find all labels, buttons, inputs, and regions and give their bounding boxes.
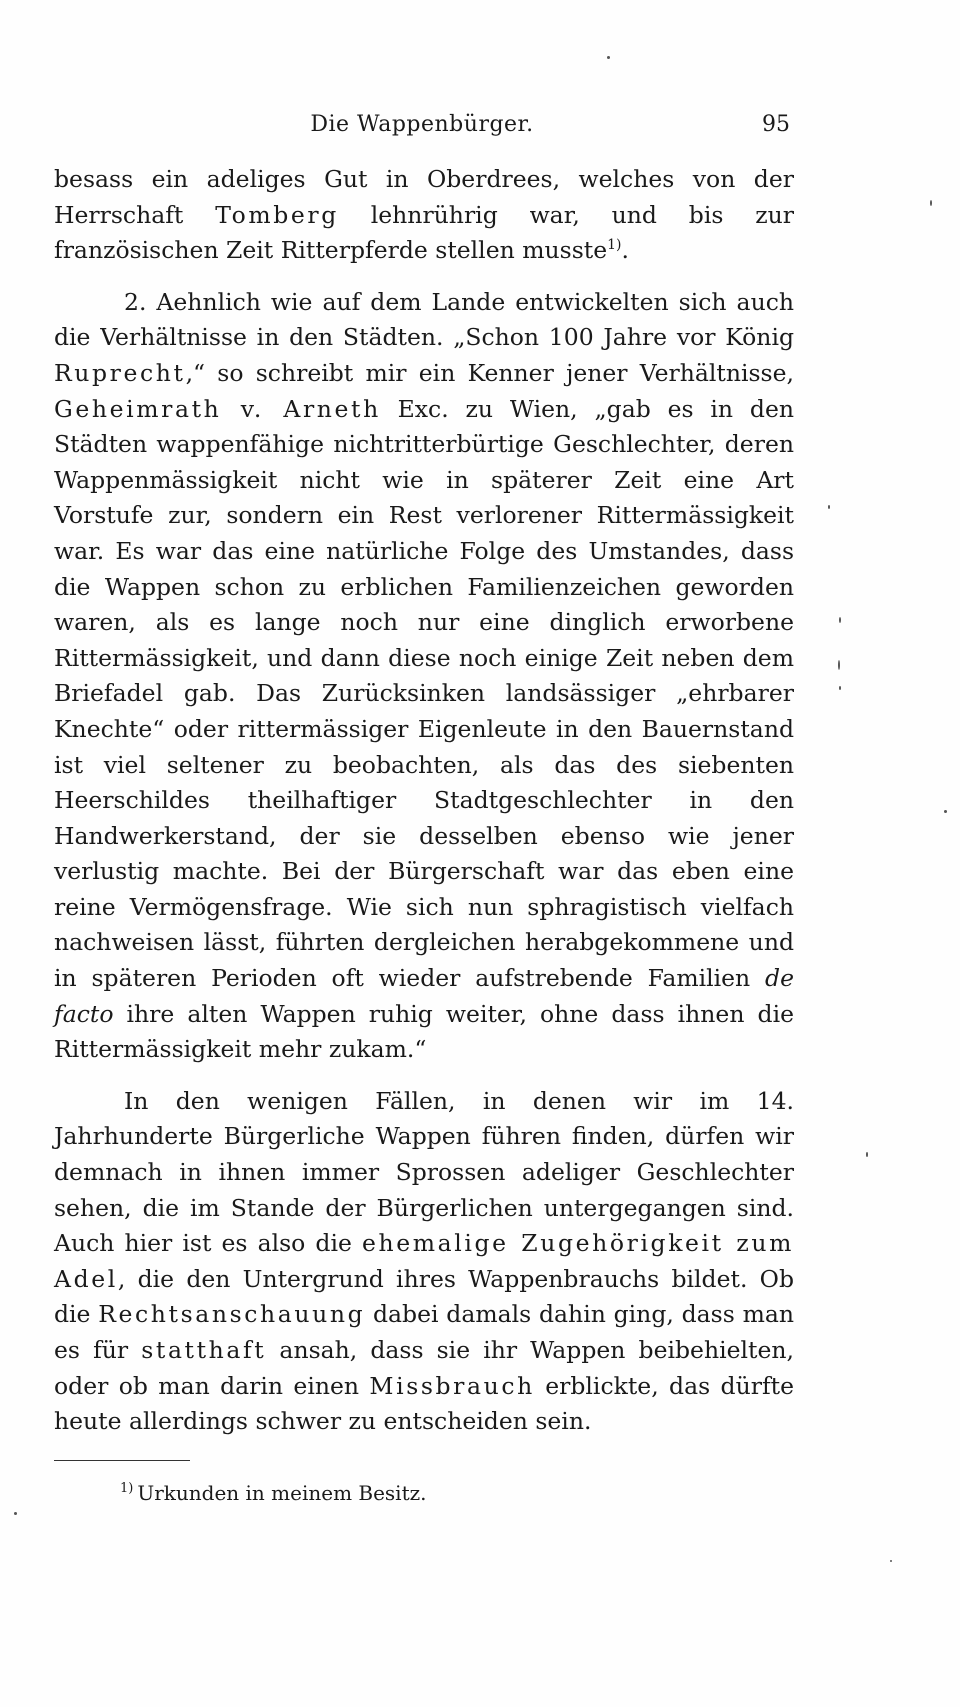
scan-speck [890,1560,892,1562]
scan-speck [607,56,610,59]
text-run: ihre alten Wappen ruhig weiter, ohne dass ihnen die Rittermässigkeit mehr zukam.“ [54,999,794,1064]
text-run: erblickte, das dürfte heute allerdings schwer zu entscheiden sein. [54,1371,795,1436]
spaced-emphasis: statthaft [141,1336,267,1364]
paragraph [54,162,794,269]
text-run: ansah, dass sie ihr Wappen beibehielten, oder ob man darin einen [54,1336,794,1400]
scan-speck [930,200,932,206]
paragraph [54,285,794,1068]
footnote [120,1478,427,1508]
text-run: dabei damals dahin ging, dass man es für [54,1300,794,1364]
running-title: Die Wappenbürger. [310,112,534,137]
scan-speck [866,1152,868,1157]
text-run: Exc. zu Wien, „gab es in den Städten wappenfähige nichtritterbürtige Geschlechter, deren Wappenmässigkeit nicht wie in späterer Zeit eine Art Vorstufe zur, sondern ein Rest verlorener Rittermässigkeit war. Es war das eine natürliche Folge des Umstandes, dass die Wappen schon zu erblichen Familienzeichen geworden waren, als es lange noch nur eine dinglich erworbene Rittermässigkeit, und dann diese noch einige Zeit neben dem Briefadel gab. Das Zurücksinken landsässiger „ehrbarer Knechte“ oder rittermässiger Eigenleute in den Bauernstand ist viel seltener zu beobachten, als das des siebenten Heerschildes theilhaftiger Stadtgeschlechter in den Handwerkerstand, der sie desselben ebenso wie jener verlustig machte. Bei der Bürgerschaft war das eben eine reine Vermögensfrage. Wie sich nun sphragistisch vielfach nachweisen lässt, führten dergleichen herabgekommene und in späteren Perioden oft wieder aufstrebende Familien [54,394,794,993]
spaced-emphasis: ehemalige Zugehörigkeit zum Adel [54,1229,795,1293]
text-run: 2. Aehnlich wie auf dem Lande entwickelten sich auch die Verhältnisse in den Städten. „Schon 100 Jahre vor König [54,287,794,352]
scan-speck [839,617,841,623]
spaced-emphasis: Geheimrath v. Arneth [54,394,381,423]
scan-speck [14,1512,17,1515]
text-run: In den wenigen Fällen, in denen wir im 14. Jahrhunderte Bürgerliche Wappen führen finden, dürfen wir demnach in ihnen immer Sprossen adeliger Geschlechter sehen, die im Stande der Bürgerlichen untergegangen sind. Auch hier ist es also die [54,1086,794,1258]
spaced-emphasis: Rechtsanschauung [98,1300,366,1329]
running-head [54,112,790,152]
scan-speck [828,505,830,509]
footnote-reference: 1) [607,237,622,254]
text-run: , die den Untergrund ihres Wappenbrauchs bildet. Ob die [54,1264,794,1329]
footnote-text: Urkunden in meinem Besitz. [137,1481,427,1505]
spaced-emphasis: Tomberg [215,200,339,229]
scan-speck [944,810,947,813]
text-run: besass ein adeliges Gut in Oberdrees, welches von der Herrschaft [54,165,794,229]
spaced-emphasis: Ruprecht [54,358,186,387]
spaced-emphasis: Missbrauch [369,1371,535,1400]
text-run: . [621,236,629,265]
footnote-rule [54,1460,190,1461]
body-text [54,162,794,1440]
page-number: 95 [762,112,790,137]
text-run: lehnrührig war, und bis zur französischen Zeit Ritterpferde stellen musste [54,200,794,265]
scan-speck [839,686,841,690]
italic-emphasis: de facto [54,964,794,1028]
text-run: ,“ so schreibt mir ein Kenner jener Verhältnisse, [185,358,794,387]
scan-speck [838,660,840,670]
paragraph [54,1084,794,1440]
footnote-marker: 1) [120,1481,134,1497]
